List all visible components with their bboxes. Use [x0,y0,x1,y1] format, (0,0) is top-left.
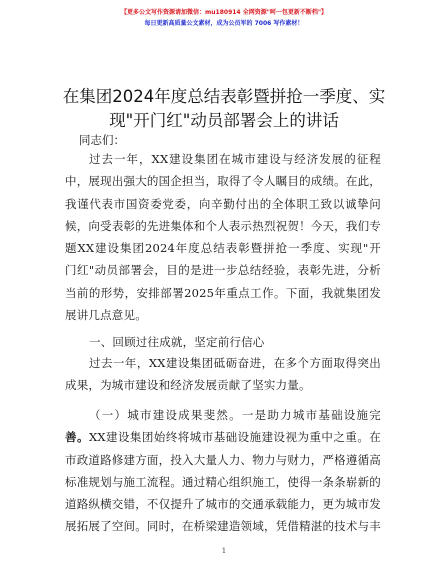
paragraph-line: 门红"动员部署会，目的是进一步总结经验，表彰先进，分析 [65,263,381,278]
paragraph-line-rest: XX建设集团始终将城市基础设施建设视为重中之重。在 [88,430,381,445]
paragraph-achievements [65,352,381,397]
paragraph-line: 市政道路修建方面，投入大量人力、物力与财力，严格遵循高 [65,452,381,467]
paragraph-line: （一）城市建设成果斐然。一是助力城市基础设施完 [89,408,381,422]
paragraph-line: 成果，为城市建设和经济发展贡献了坚实力量。 [65,378,311,393]
paragraph-line-mixed [65,426,381,448]
paragraph-line: 过去一年，XX建设集团砥砺奋进，在多个方面取得突出 [89,356,381,370]
promo-banner [0,7,448,29]
greeting: 同志们： [79,133,125,147]
paragraph-line: 过去一年，XX建设集团在城市建设与经济发展的征程 [89,152,381,166]
promo-banner-line-2: 每日更新高质量公文素材，成为公员军的 7006 写作素材！ [144,20,304,27]
paragraph-line: 道路纵横交错，不仅提升了城市的交通承载能力，更为城市发 [65,497,381,512]
paragraph-line: 当前的形势，安排部署2025年重点工作。下面，我就集团发 [65,285,381,300]
paragraph-review [65,148,381,326]
document-title-line-2: 现"开门红"动员部署会上的讲话 [109,111,339,130]
paragraph-line: 我谨代表市国资委党委，向辛勤付出的全体职工致以诚挚问 [65,196,381,211]
paragraph-line: 候，向受表彰的先进集体和个人表示热烈祝贺！今天，我们专 [65,218,381,233]
document-title-line-1: 在集团2024年度总结表彰暨拼抢一季度、实 [62,87,386,106]
document-title [48,85,400,133]
paragraph-line: 题XX建设集团2024年度总结表彰暨拼抢一季度、实现"开 [65,241,381,256]
promo-banner-line-1: 【更多公文写作资源请加微信：mu180914 全网资源"呵一包更新不断档"】 [121,9,327,16]
paragraph-city-construction [65,404,381,538]
paragraph-line: 展讲几点意见。 [65,308,147,323]
section-heading-text: 一、回顾过往成就，坚定前行信心 [89,335,265,349]
paragraph-line: 标准规划与施工流程。通过精心组织施工，使得一条条崭新的 [65,474,381,489]
section-heading [65,331,381,353]
page-number: 1 [221,547,227,555]
paragraph-line: 展拓展了空间。同时，在桥梁建造领域，凭借精湛的技术与丰 [65,519,381,534]
bold-text: 善。 [65,430,89,445]
paragraph-line: 中，展现出强大的国企担当，取得了令人瞩目的成绩。在此， [65,174,381,189]
